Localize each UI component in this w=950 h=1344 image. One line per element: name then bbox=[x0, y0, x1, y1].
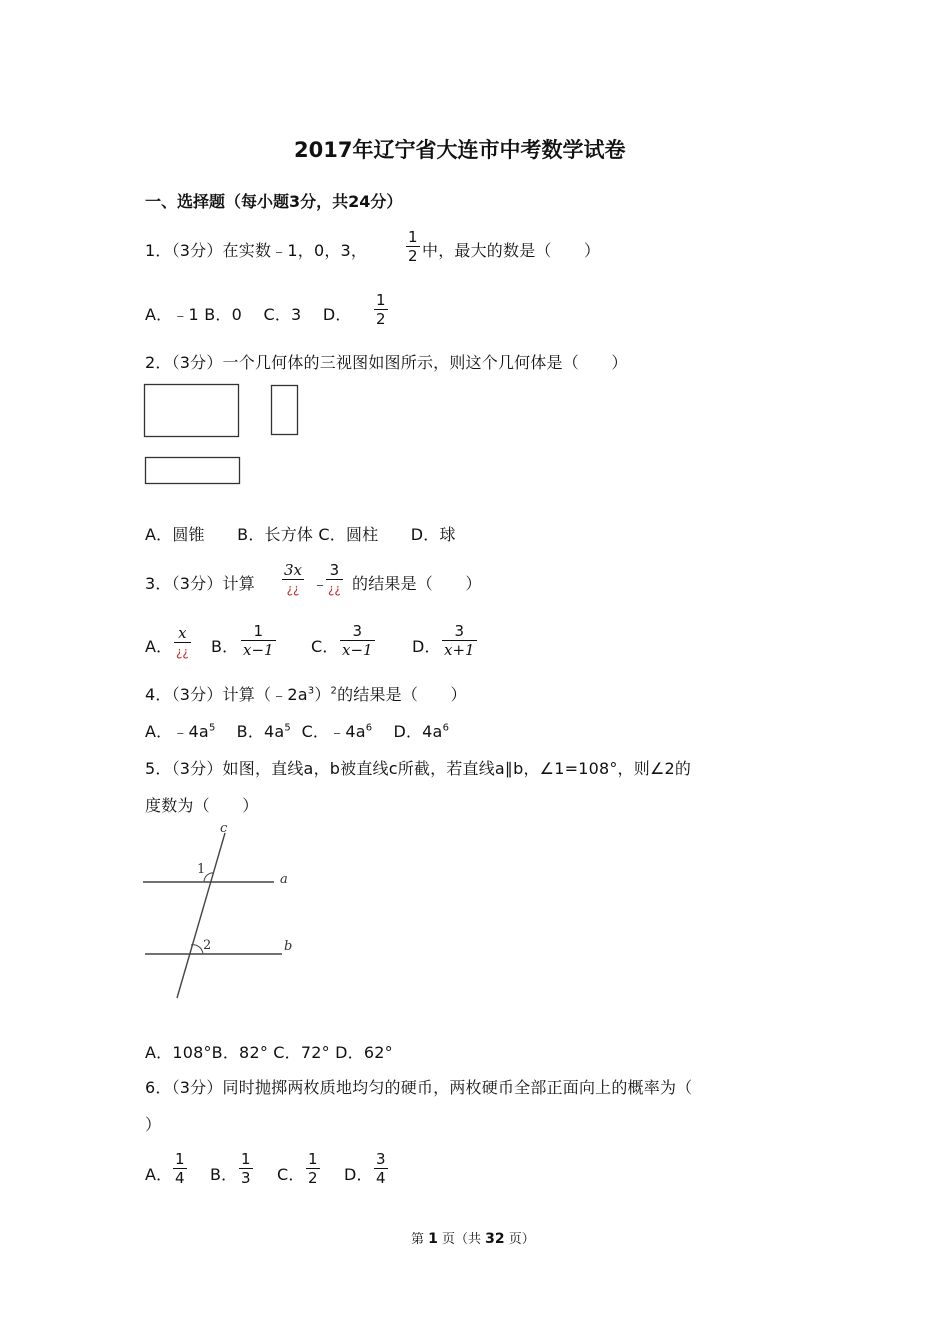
q1-optd-den: 2 bbox=[376, 310, 386, 328]
q6-d-den: 4 bbox=[376, 1169, 386, 1187]
q4-opt-a-exp: 5 bbox=[208, 722, 216, 734]
q4-exp1: 3 bbox=[307, 685, 315, 697]
q3-b-num: 1 bbox=[241, 622, 276, 641]
footer-page-number: 1 bbox=[428, 1231, 438, 1247]
footer-pre: 第 bbox=[411, 1232, 429, 1247]
q6-c-num: 1 bbox=[308, 1150, 318, 1168]
q6-d-num: 3 bbox=[376, 1150, 386, 1168]
q3-d-num: 3 bbox=[442, 622, 477, 641]
q1-options: A．﹣1 B．0 C．3 D． bbox=[145, 305, 352, 324]
q4-opt-c-exp: 6 bbox=[365, 722, 373, 734]
footer-post: 页） bbox=[504, 1232, 535, 1247]
q3-a-label: A． bbox=[145, 637, 173, 656]
q3-fraction-2 bbox=[326, 561, 343, 598]
q3-d-den: x+1 bbox=[444, 641, 475, 659]
q2-stem: 2．（3分）一个几何体的三视图如图所示，则这个几何体是（ ） bbox=[145, 353, 628, 372]
q3-stem-b: 的结果是（ ） bbox=[352, 574, 482, 593]
q3-minus: ﹣ bbox=[312, 574, 329, 593]
q6-option-c-fraction bbox=[306, 1150, 320, 1187]
label-c: c bbox=[220, 821, 228, 836]
q6-c-label: C． bbox=[277, 1165, 305, 1184]
q6-a-den: 4 bbox=[175, 1169, 185, 1187]
q4-stem-b: ） bbox=[314, 685, 331, 704]
q1-frac-den: 2 bbox=[408, 247, 418, 265]
q2-three-views-figure bbox=[140, 380, 310, 490]
q6-d-label: D． bbox=[344, 1165, 373, 1184]
q3-d-label: D． bbox=[412, 637, 441, 656]
page-title: 2017年辽宁省大连市中考数学试卷 bbox=[294, 138, 626, 162]
label-angle-2: 2 bbox=[203, 938, 212, 953]
q4-stem-a: 4．（3分）计算（﹣2a bbox=[145, 685, 308, 704]
q6-option-d-fraction bbox=[374, 1150, 388, 1187]
q6-b-den: 3 bbox=[241, 1169, 251, 1187]
q6-b-num: 1 bbox=[241, 1150, 251, 1168]
label-a: a bbox=[280, 872, 288, 887]
q5-options: A．108°B．82° C．72° D．62° bbox=[145, 1043, 393, 1062]
q4-stem bbox=[145, 682, 467, 705]
footer-mid: 页（共 bbox=[437, 1232, 486, 1247]
q3-fraction-1 bbox=[282, 561, 304, 598]
q3-c-label: C． bbox=[311, 637, 339, 656]
q3-stem-a: 3．（3分）计算 bbox=[145, 574, 255, 593]
q1-option-d-fraction bbox=[374, 291, 388, 328]
q3-f1-num: 3x bbox=[284, 561, 303, 579]
q4-exp2: 2 bbox=[330, 685, 338, 697]
q3-a-num: x bbox=[174, 624, 191, 643]
q6-line2: ） bbox=[145, 1115, 162, 1134]
line-c bbox=[177, 833, 225, 998]
side-view-rect bbox=[272, 386, 298, 435]
q3-option-a-fraction bbox=[174, 624, 191, 661]
q3-c-num: 3 bbox=[340, 622, 375, 641]
q3-option-d-fraction bbox=[442, 622, 477, 659]
q3-option-c-fraction bbox=[340, 622, 375, 659]
q1-fraction bbox=[406, 228, 420, 265]
q5-line1: 5．（3分）如图，直线a，b被直线c所截，若直线a∥b，∠1=108°，则∠2的 bbox=[145, 759, 692, 778]
front-view-rect bbox=[145, 385, 239, 437]
q6-a-num: 1 bbox=[175, 1150, 185, 1168]
q6-b-label: B． bbox=[210, 1165, 238, 1184]
top-view-rect bbox=[146, 458, 240, 484]
q1-frac-num: 1 bbox=[408, 228, 418, 246]
q1-stem-a: 1．（3分）在实数﹣1，0，3， bbox=[145, 241, 368, 260]
q3-option-b-fraction bbox=[241, 622, 276, 659]
q3-b-den: x−1 bbox=[243, 641, 274, 659]
label-angle-1: 1 bbox=[197, 862, 206, 877]
q4-stem-c: 的结果是（ ） bbox=[337, 685, 467, 704]
label-b: b bbox=[284, 939, 293, 954]
footer-total-pages: 32 bbox=[485, 1231, 505, 1247]
q6-c-den: 2 bbox=[308, 1169, 318, 1187]
q4-options bbox=[145, 719, 449, 742]
q2-options: A．圆锥 B．长方体 C．圆柱 D．球 bbox=[145, 525, 456, 544]
q4-opt-c: C．﹣4a bbox=[301, 722, 366, 741]
q1-stem-b: 中，最大的数是（ ） bbox=[422, 241, 601, 260]
q4-opt-d: D．4a bbox=[393, 722, 443, 741]
q3-a-den: ¿¿ bbox=[176, 645, 189, 659]
q6-option-b-fraction bbox=[239, 1150, 253, 1187]
q4-opt-d-exp: 6 bbox=[442, 722, 450, 734]
q4-opt-b-exp: 5 bbox=[284, 722, 291, 734]
page-footer bbox=[411, 1228, 535, 1247]
q4-opt-a: A．﹣4a bbox=[145, 722, 209, 741]
q5-parallel-lines-figure bbox=[140, 818, 310, 1008]
q5-line2: 度数为（ ） bbox=[145, 796, 259, 815]
q4-opt-b: B．4a bbox=[236, 722, 285, 741]
q6-a-label: A． bbox=[145, 1165, 173, 1184]
q3-f2-den: ¿¿ bbox=[328, 582, 341, 596]
q3-b-label: B． bbox=[211, 637, 239, 656]
q6-option-a-fraction bbox=[173, 1150, 187, 1187]
q1-optd-num: 1 bbox=[376, 291, 386, 309]
q3-f1-den: ¿¿ bbox=[286, 582, 300, 596]
q6-line1: 6．（3分）同时抛掷两枚质地均匀的硬币，两枚硬币全部正面向上的概率为（ bbox=[145, 1078, 693, 1097]
section-heading: 一、选择题（每小题3分，共24分） bbox=[145, 192, 403, 211]
q3-c-den: x−1 bbox=[342, 641, 373, 659]
q3-f2-num: 3 bbox=[326, 561, 343, 580]
